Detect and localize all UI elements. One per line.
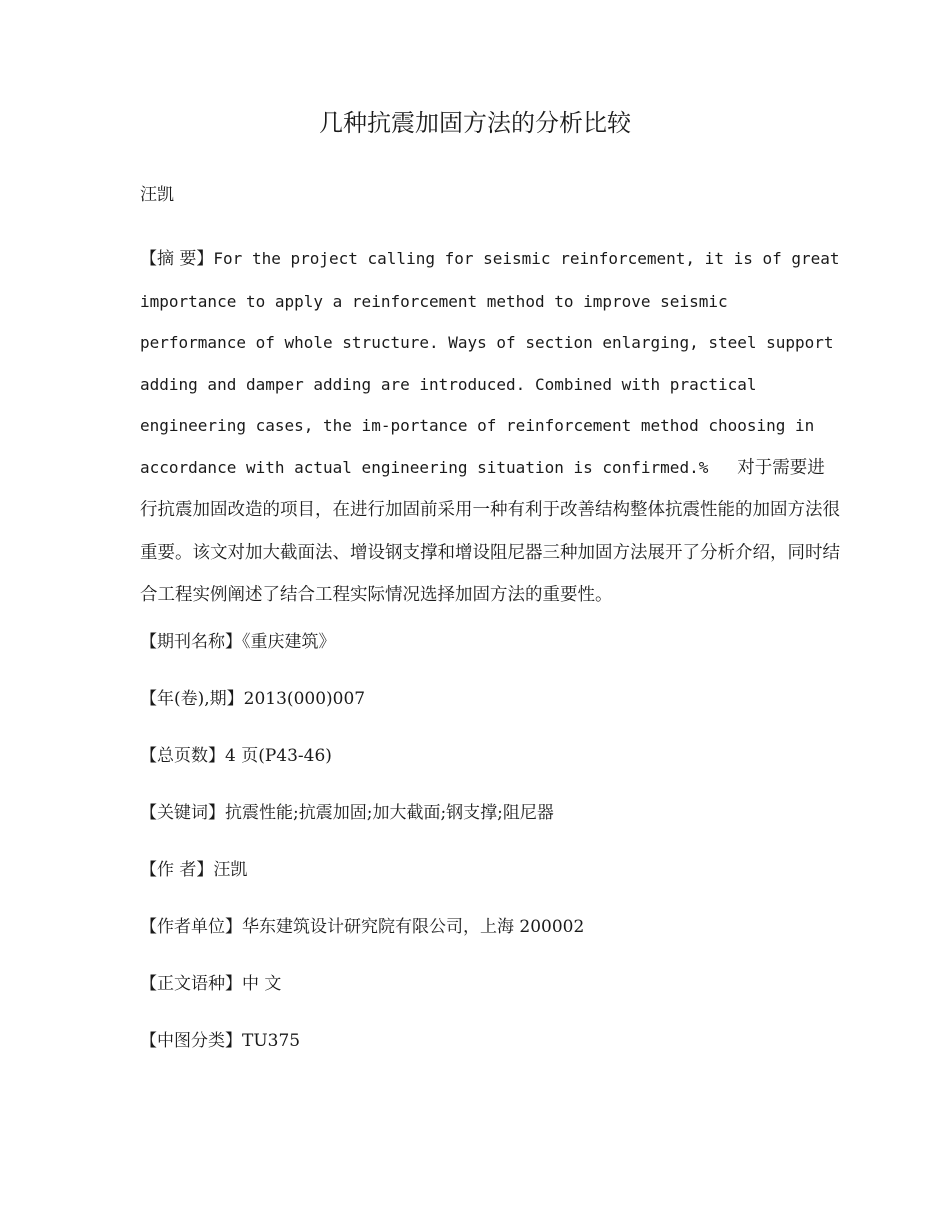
field-label: 【作者单位】 <box>140 917 242 937</box>
field-value: 中 文 <box>242 974 282 994</box>
field-journal-name <box>140 629 336 655</box>
field-author <box>140 857 247 883</box>
field-label: 【正文语种】 <box>140 974 242 994</box>
field-author-affiliation <box>140 914 584 940</box>
field-value: 华东建筑设计研究院有限公司，上海 200002 <box>242 917 585 937</box>
field-value: 《重庆建筑》 <box>242 632 336 652</box>
document-title: 几种抗震加固方法的分析比较 <box>319 109 631 137</box>
author-name: 汪凯 <box>140 185 174 205</box>
field-keywords <box>140 800 554 826</box>
field-label: 【关键词】 <box>140 803 225 823</box>
abstract-chinese: 对于需要进行抗震加固改造的项目，在进行加固前采用一种有利于改善结构整体抗震性能的加固方法很重要。该文对加大截面法、增设钢支撑和增设阻尼器三种加固方法展开了分析介绍，同时结合工程实例阐述了结合工程实际情况选择加固方法的重要性。 <box>140 457 840 605</box>
field-total-pages <box>140 743 332 769</box>
field-value: 4 页(P43-46) <box>225 746 332 766</box>
field-label: 【期刊名称】 <box>140 632 242 652</box>
field-label: 【年(卷),期】 <box>140 689 244 709</box>
abstract-label: 【摘 要】 <box>140 249 214 269</box>
field-label: 【中图分类】 <box>140 1031 242 1051</box>
field-language <box>140 971 281 997</box>
field-value: 抗震性能;抗震加固;加大截面;钢支撑;阻尼器 <box>225 803 554 823</box>
field-value: TU375 <box>242 1031 301 1051</box>
field-classification <box>140 1028 300 1054</box>
field-label: 【作 者】 <box>140 860 214 880</box>
abstract-english: For the project calling for seismic reinforcement, it is of great importance to apply a reinforcement method to improve seismic performance of whole structure. Ways of section enlarging, steel support adding and damper adding are introduced. Combined with practical engineering cases, the im-portance of reinforcement method choosing in accordance with actual engineering situation is confirmed.% <box>140 249 840 477</box>
field-value: 汪凯 <box>213 860 248 880</box>
abstract-block <box>140 238 840 617</box>
field-value: 2013(000)007 <box>243 689 366 709</box>
field-year-volume-issue <box>140 686 365 712</box>
field-label: 【总页数】 <box>140 746 225 766</box>
